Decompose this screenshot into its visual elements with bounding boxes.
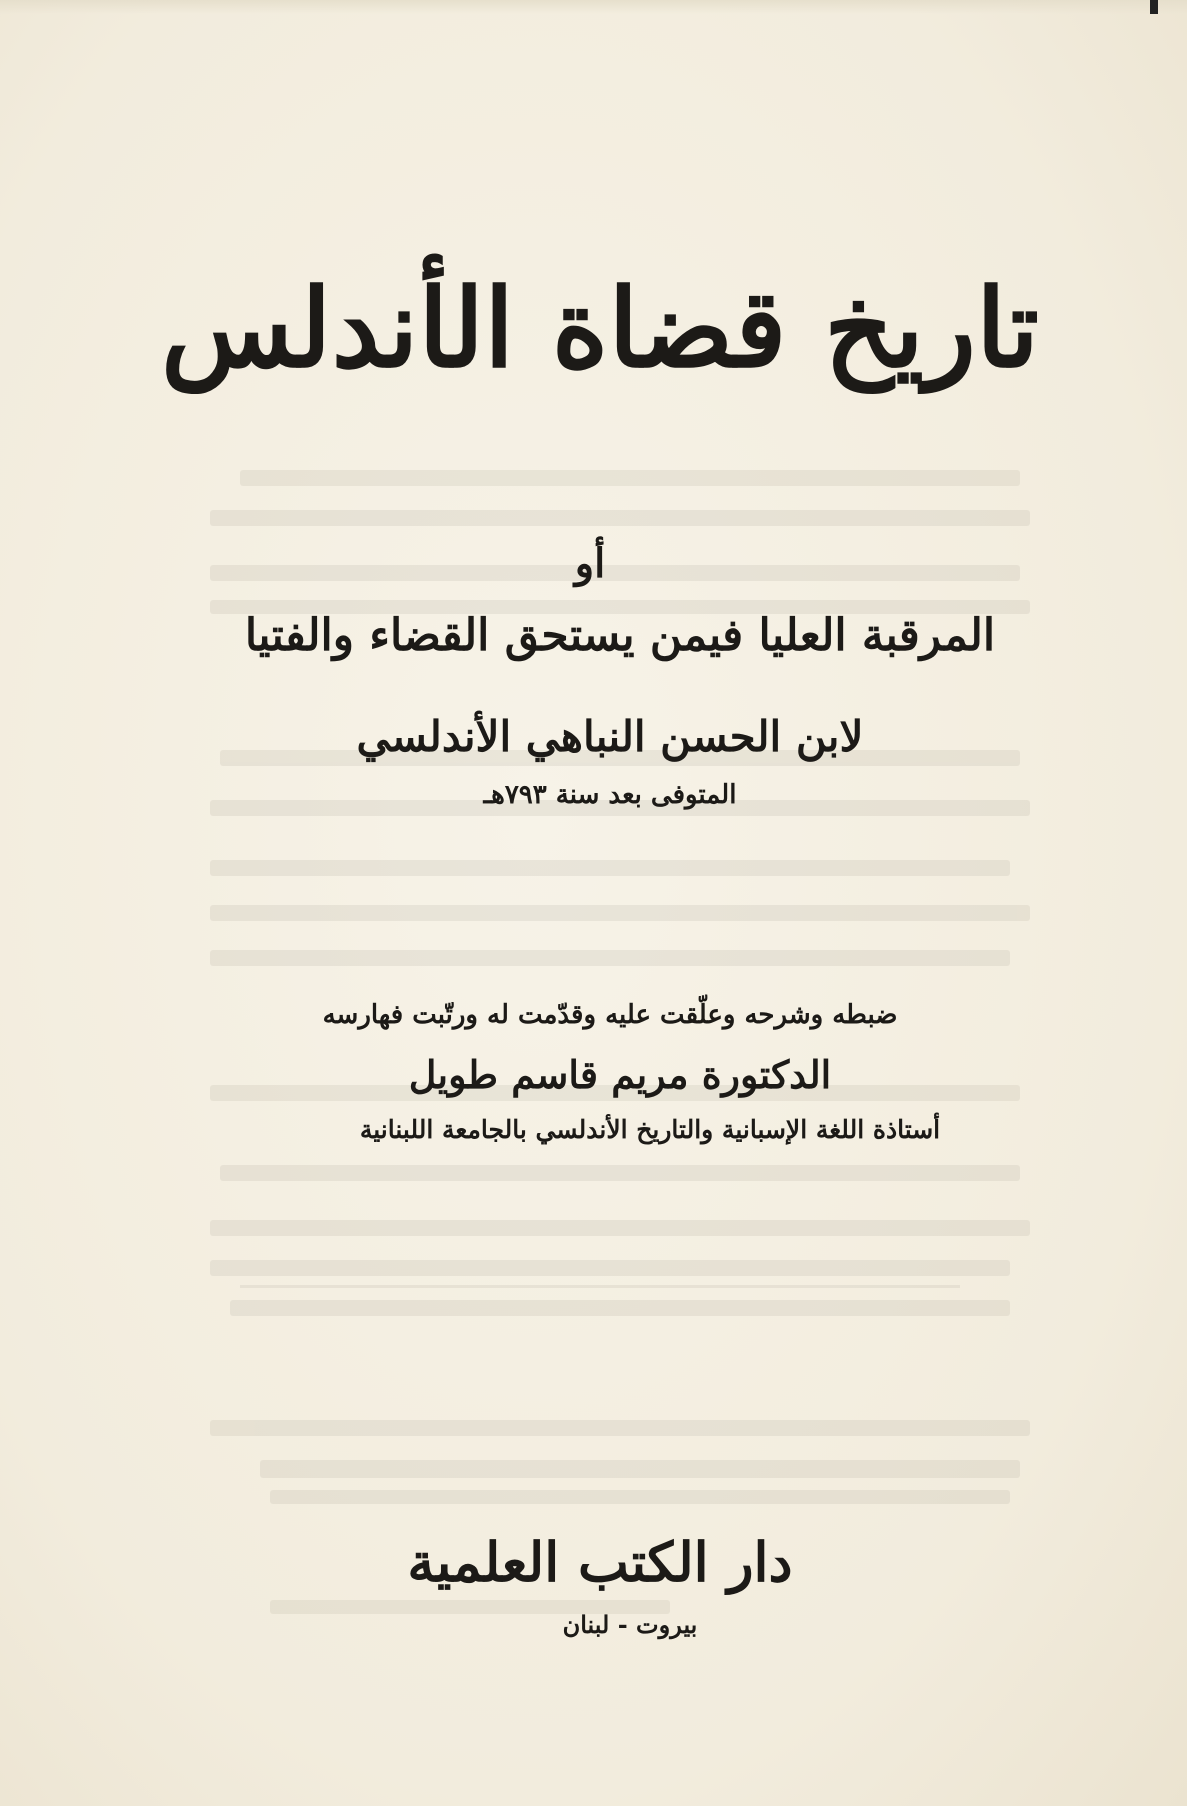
publisher-name: دار الكتب العلمية bbox=[407, 1530, 793, 1594]
editor-role: ضبطه وشرحه وعلّقت عليه وقدّمت له ورتّبت فهارسه bbox=[322, 1000, 898, 1030]
book-subtitle: المرقبة العليا فيمن يستحق القضاء والفتيا bbox=[244, 610, 996, 661]
conjunction-or: أو bbox=[574, 540, 606, 587]
book-title: تاريخ قضاة الأندلس bbox=[160, 266, 1040, 392]
editor-affiliation: أستاذة اللغة الإسبانية والتاريخ الأندلسي بالجامعة اللبنانية bbox=[359, 1115, 941, 1144]
author-death-date: المتوفى بعد سنة ٧٩٣هـ bbox=[483, 780, 737, 810]
author-name: لابن الحسن النباهي الأندلسي bbox=[356, 712, 864, 761]
publisher-city: بيروت - لبنان bbox=[562, 1610, 698, 1639]
editor-name: الدكتورة مريم قاسم طويل bbox=[408, 1052, 832, 1097]
